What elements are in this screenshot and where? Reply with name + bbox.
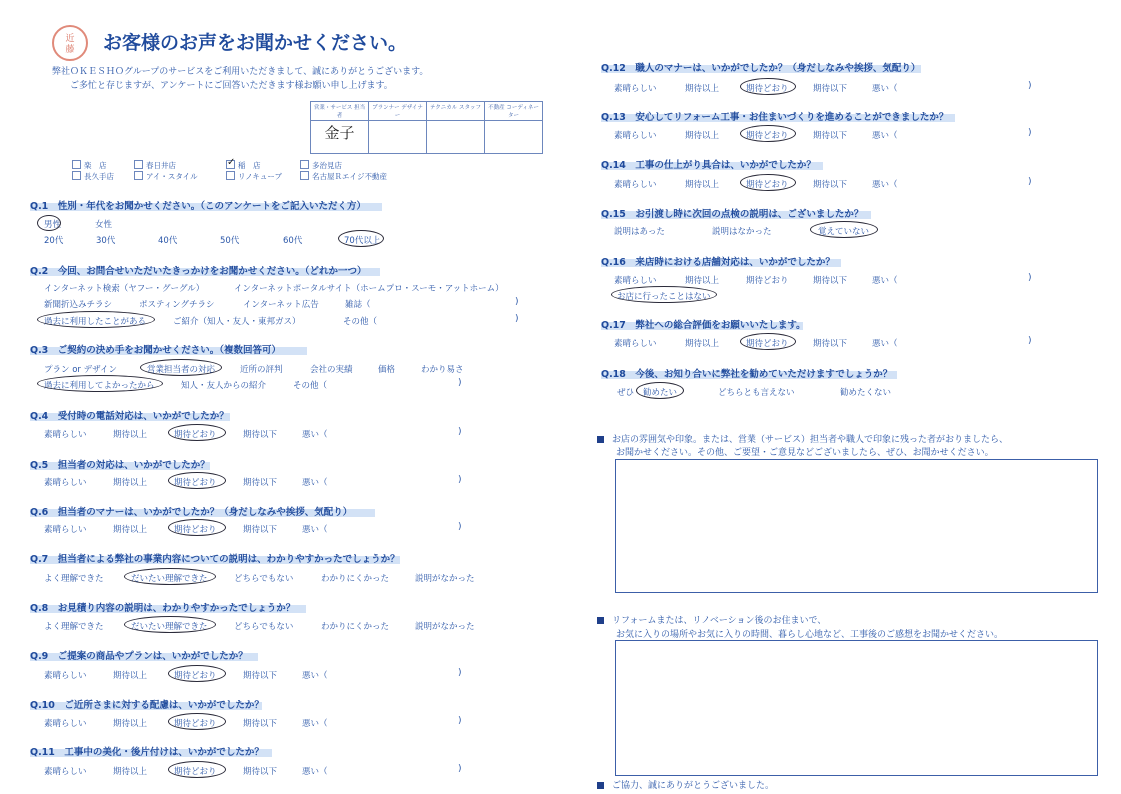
- q12-label: Q.12 職人のマナーは、いかがでしたか？（身だしなみや挨拶、気配り）: [601, 63, 921, 74]
- q3-opt-price: 価格: [378, 365, 396, 375]
- free1-prompt-line1: お店の雰囲気や印象。または、営業（サービス）担当者や職人で印象に残った者がおりましたら、: [597, 432, 1008, 445]
- q8-opt-4: わかりにくかった: [321, 622, 390, 632]
- q3-label: Q.3 ご契約の決め手をお聞かせください。（複数回答可）: [30, 345, 282, 356]
- q4-opt-1: 素晴らしい: [44, 430, 87, 440]
- q6-opt-2: 期待以上: [113, 525, 148, 535]
- bullet-square-icon: [597, 436, 604, 443]
- q9-opt-5: 悪い（: [302, 671, 328, 681]
- q14-opt-2: 期待以上: [685, 180, 720, 190]
- q1-age-40s: 40代: [158, 236, 178, 246]
- q14-opt-5: 悪い（: [872, 180, 898, 190]
- q3-opt-friend: 知人・友人からの紹介: [181, 381, 267, 391]
- q7-opt-1: よく理解できた: [44, 574, 104, 584]
- q16-opt-4: 期待以下: [813, 276, 848, 286]
- q15-opt-3: 覚えていない: [818, 227, 870, 237]
- q2-opt-magazine: 雑誌（: [345, 300, 371, 310]
- q3-opt-past-good: 過去に利用してよかったから: [44, 381, 155, 391]
- q1-age-60s: 60代: [283, 236, 303, 246]
- q4-opt-2: 期待以上: [113, 430, 148, 440]
- q9-opt-2: 期待以上: [113, 671, 148, 681]
- q13-opt-2: 期待以上: [685, 131, 720, 141]
- q11-opt-4: 期待以下: [243, 767, 278, 777]
- q9-label: Q.9 ご提案の商品やプランは、いかがでしたか？: [30, 651, 248, 662]
- q2-opt-newspaper: 新聞折込みチラシ: [44, 300, 113, 310]
- q13-opt-4: 期待以下: [813, 131, 848, 141]
- q14-opt-1: 素晴らしい: [614, 180, 657, 190]
- q4-opt-5: 悪い（: [302, 430, 328, 440]
- q18-opt-zehi: ぜひ: [617, 388, 635, 398]
- q6-opt-5: 悪い（: [302, 525, 328, 535]
- q10-opt-5: 悪い（: [302, 719, 328, 729]
- q8-label: Q.8 お見積り内容の説明は、わかりやすかったでしょうか？: [30, 603, 296, 614]
- q4-opt-4: 期待以下: [243, 430, 278, 440]
- q1-age-70plus: 70代以上: [344, 236, 381, 246]
- footer-thanks: ご協力、誠にありがとうございました。: [597, 778, 774, 791]
- free2-prompt-line2: お気に入りの場所やお気に入りの時間、暮らし心地など、工事後のご感想をお聞かせください。: [616, 630, 1004, 640]
- q9-opt-4: 期待以下: [243, 671, 278, 681]
- q10-opt-3: 期待どおり: [174, 719, 217, 729]
- q10-opt-4: 期待以下: [243, 719, 278, 729]
- q3-opt-record: 会社の実績: [310, 365, 353, 375]
- q13-label: Q.13 安心してリフォーム工事・お住まいづくりを進めることができましたか？: [601, 112, 949, 123]
- q3-opt-clarity: わかり易さ: [421, 365, 464, 375]
- free2-prompt-line1: リフォームまたは、リノベーション後のお住まいで、: [597, 613, 826, 626]
- q3-opt-other: その他（: [293, 381, 328, 391]
- survey-title: お客様のお声をお聞かせください。: [103, 32, 408, 54]
- q13-opt-1: 素晴らしい: [614, 131, 657, 141]
- q18-opt-recommend: 勧めたい: [643, 388, 678, 398]
- q2-label: Q.2 今回、お問合せいただいたきっかけをお聞かせください。（どれか一つ）: [30, 266, 367, 277]
- q6-label: Q.6 担当者のマナーは、いかがでしたか？（身だしなみや挨拶、気配り）: [30, 507, 353, 518]
- q3-opt-reputation: 近所の評判: [240, 365, 283, 375]
- q17-label: Q.17 弊社への総合評価をお願いいたします。: [601, 320, 806, 331]
- q5-opt-4: 期待以下: [243, 478, 278, 488]
- q10-opt-2: 期待以上: [113, 719, 148, 729]
- q4-label: Q.4 受付時の電話対応は、いかがでしたか？: [30, 411, 229, 422]
- q10-opt-1: 素晴らしい: [44, 719, 87, 729]
- svg-text:藤: 藤: [65, 45, 75, 55]
- q12-opt-3: 期待どおり: [746, 84, 789, 94]
- q11-opt-5: 悪い（: [302, 767, 328, 777]
- q2-opt-posting: ポスティングチラシ: [139, 300, 215, 310]
- q1-male: 男性: [44, 220, 62, 230]
- q5-label: Q.5 担当者の対応は、いかがでしたか？: [30, 460, 210, 471]
- intro-line-2: ご多忙と存じますが、アンケートにご回答いただきます様お願い申し上げます。: [70, 81, 393, 91]
- q2-opt-past-use: 過去に利用したことがある: [44, 317, 147, 327]
- q7-opt-4: わかりにくかった: [321, 574, 390, 584]
- staff-header-technical: テクニカル スタッフ: [427, 102, 485, 121]
- q5-opt-1: 素晴らしい: [44, 478, 87, 488]
- q17-opt-1: 素晴らしい: [614, 339, 657, 349]
- q3-opt-plan: プラン or デザイン: [44, 365, 118, 375]
- q1-age-30s: 30代: [96, 236, 116, 246]
- q12-opt-4: 期待以下: [813, 84, 848, 94]
- q17-opt-2: 期待以上: [685, 339, 720, 349]
- q8-opt-2: だいたい理解できた: [131, 622, 208, 632]
- q11-opt-3: 期待どおり: [174, 767, 217, 777]
- q8-opt-1: よく理解できた: [44, 622, 104, 632]
- q16-opt-2: 期待以上: [685, 276, 720, 286]
- q14-opt-4: 期待以下: [813, 180, 848, 190]
- q11-label: Q.11 工事中の美化・後片付けは、いかがでしたか？: [30, 747, 264, 758]
- q15-label: Q.15 お引渡し時に次回の点検の説明は、ございましたか？: [601, 209, 864, 220]
- q2-opt-other: その他（: [343, 317, 378, 327]
- q4-opt-3: 期待どおり: [174, 430, 217, 440]
- q17-opt-3: 期待どおり: [746, 339, 789, 349]
- q17-opt-5: 悪い（: [872, 339, 898, 349]
- q6-opt-4: 期待以下: [243, 525, 278, 535]
- q9-opt-3: 期待どおり: [174, 671, 217, 681]
- q11-opt-2: 期待以上: [113, 767, 148, 777]
- q18-opt-neutral: どちらとも言えない: [718, 388, 795, 398]
- q16-opt-1: 素晴らしい: [614, 276, 657, 286]
- q7-opt-5: 説明がなかった: [415, 574, 475, 584]
- q6-opt-3: 期待どおり: [174, 525, 217, 535]
- q3-opt-sales-staff: 営業担当者の対応: [147, 365, 216, 375]
- q15-opt-1: 説明はあった: [614, 227, 665, 237]
- q7-opt-2: だいたい理解できた: [131, 574, 208, 584]
- q14-label: Q.14 工事の仕上がり具合は、いかがでしたか？: [601, 160, 816, 171]
- q15-opt-2: 説明はなかった: [712, 227, 772, 237]
- q1-age-50s: 50代: [220, 236, 240, 246]
- q1-label: Q.1 性別・年代をお聞かせください。（このアンケートをご記入いただく方）: [30, 201, 366, 212]
- bullet-square-icon: [597, 782, 604, 789]
- q9-opt-1: 素晴らしい: [44, 671, 87, 681]
- q13-opt-5: 悪い（: [872, 131, 898, 141]
- staff-header-realestate: 不動産 コーディネーター: [485, 102, 543, 121]
- q5-opt-2: 期待以上: [113, 478, 148, 488]
- q13-opt-3: 期待どおり: [746, 131, 789, 141]
- free2-comment-box[interactable]: [615, 640, 1098, 776]
- q2-opt-referral: ご紹介（知人・友人・東邦ガス）: [173, 317, 301, 327]
- q6-opt-1: 素晴らしい: [44, 525, 87, 535]
- q2-opt-netad: インターネット広告: [243, 300, 319, 310]
- q16-opt-never: お店に行ったことはない: [617, 292, 711, 302]
- free1-prompt-line2: お聞かせください。その他、ご要望・ご意見などございましたら、ぜひ、お聞かせください。: [616, 448, 994, 458]
- staff-header-sales: 営業・サービス 担当者: [311, 102, 369, 121]
- q12-opt-1: 素晴らしい: [614, 84, 657, 94]
- q8-opt-3: どちらでもない: [234, 622, 294, 632]
- q1-female: 女性: [95, 220, 113, 230]
- q1-age-20s: 20代: [44, 236, 64, 246]
- q7-opt-3: どちらでもない: [234, 574, 294, 584]
- hanko-stamp: [49, 22, 91, 64]
- staff-signature: 金子: [311, 121, 369, 154]
- q8-opt-5: 説明がなかった: [415, 622, 475, 632]
- q12-opt-2: 期待以上: [685, 84, 720, 94]
- q16-opt-5: 悪い（: [872, 276, 898, 286]
- q18-opt-not-recommend: 勧めたくない: [840, 388, 892, 398]
- q16-label: Q.16 来店時における店舗対応は、いかがでしたか？: [601, 257, 835, 268]
- q14-opt-3: 期待どおり: [746, 180, 789, 190]
- q16-opt-3: 期待どおり: [746, 276, 789, 286]
- q2-opt-search: インターネット検索（ヤフー・グーグル）: [44, 284, 205, 294]
- q18-label: Q.18 今後、お知り合いに弊社を勧めていただけますでしょうか？: [601, 369, 893, 380]
- bullet-square-icon: [597, 617, 604, 624]
- q17-opt-4: 期待以下: [813, 339, 848, 349]
- q12-opt-5: 悪い（: [872, 84, 898, 94]
- q2-opt-portal: インターネットポータルサイト（ホームプロ・スーモ・アットホーム）: [234, 284, 504, 294]
- staff-header-planner: プランナー デザイナー: [369, 102, 427, 121]
- svg-text:近: 近: [65, 34, 75, 44]
- free1-comment-box[interactable]: [615, 459, 1098, 593]
- q11-opt-1: 素晴らしい: [44, 767, 87, 777]
- q5-opt-5: 悪い（: [302, 478, 328, 488]
- q7-label: Q.7 担当者による弊社の事業内容についての説明は、わかりやすかったでしょうか？: [30, 554, 400, 565]
- staff-table: [310, 101, 543, 154]
- q10-label: Q.10 ご近所さまに対する配慮は、いかがでしたか？: [30, 700, 264, 711]
- intro-line-1: 弊社ＯＫＥＳＨＯグループのサービスをご利用いただきまして、誠にありがとうございます。: [52, 67, 429, 77]
- store-row-1: 楽 店 春日井店 ✓ 稲 店 多治見店: [72, 160, 342, 171]
- q5-opt-3: 期待どおり: [174, 478, 217, 488]
- store-row-2: 長久手店 アイ・スタイル リノキューブ 名古屋Ｒエイジ不動産: [72, 171, 387, 182]
